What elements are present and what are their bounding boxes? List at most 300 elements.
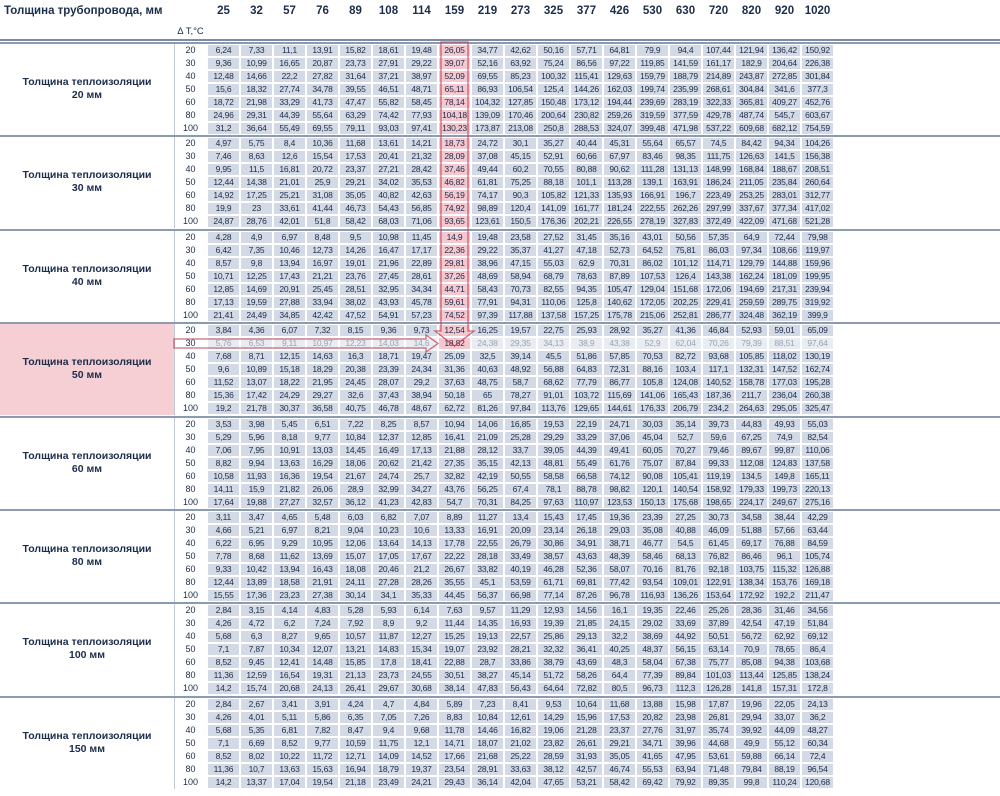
table-cell: 12,37 [373,432,404,443]
table-cell: 162,24 [736,271,767,282]
table-cell: 17,43 [274,271,305,282]
table-cell: 4,7 [373,699,404,710]
table-cell: 48,37 [637,644,668,655]
table-cell: 19,59 [241,297,272,308]
table-cell: 52,9 [637,338,668,349]
table-cell: 42,19 [472,471,503,482]
table-cell: 74,5 [703,138,734,149]
table-cell: 6,42 [208,245,239,256]
table-cell: 200,64 [538,110,569,121]
table-cell: 87,89 [604,271,635,282]
delta-t-value: 30 [185,712,196,722]
table-cell: 8,83 [439,712,470,723]
table-cell: 452,76 [802,97,833,108]
table-cell: 19,35 [637,605,668,616]
table-row [174,163,1000,176]
table-cell: 42,54 [736,618,767,629]
label-line-1: Толщина теплоизоляции [22,449,152,462]
table-cell: 87,26 [571,590,602,601]
table-cell: 175,68 [670,497,701,508]
table-cell: 8,4 [274,138,305,149]
table-row [174,604,1000,617]
table-cell: 19,37 [406,764,437,775]
table-row [174,457,1000,470]
table-cell: 20,41 [373,151,404,162]
table-cell: 46,51 [373,84,404,95]
table-cell: 7,35 [241,245,272,256]
table-row [174,189,1000,202]
table-cell: 10,57 [340,631,371,642]
table-cell: 58,07 [604,564,635,575]
table-cell: 19,57 [505,325,536,336]
table-cell: 8,52 [274,738,305,749]
table-cell: 8,21 [307,525,338,536]
table-cell: 50,55 [505,471,536,482]
delta-t-value: 80 [185,110,196,120]
table-cell: 46,77 [637,538,668,549]
table-cell: 42,13 [505,458,536,469]
table-cell: 54,91 [373,310,404,321]
table-cell: 24,74 [373,471,404,482]
table-cell: 4,01 [241,712,272,723]
table-cell: 48,75 [472,377,503,388]
table-cell: 304,84 [736,84,767,95]
table-cell: 58,26 [571,670,602,681]
table-cell: 20,09 [505,525,536,536]
table-cell: 236,04 [769,390,800,401]
table-cell: 7,05 [373,712,404,723]
table-cell: 377,59 [670,110,701,121]
table-cell: 38,14 [439,683,470,694]
table-cell: 26,67 [439,564,470,575]
table-row [174,270,1000,283]
table-cell: 150,92 [802,45,833,56]
table-cell: 48,69 [472,271,503,282]
table-cell: 32,2 [604,631,635,642]
table-cell: 93,68 [703,351,734,362]
table-cell: 22,75 [538,325,569,336]
table-cell: 471,68 [769,216,800,227]
table-cell: 35,53 [406,177,437,188]
table-cell: 156,38 [802,151,833,162]
table-row [174,682,1000,695]
table-row [174,511,1000,524]
diameter-header-273: 273 [510,5,531,17]
table-cell: 78,65 [769,644,800,655]
table-cell: 3,84 [208,325,239,336]
table-cell: 46,73 [340,203,371,214]
table-cell: 10,23 [373,525,404,536]
diameter-header-377: 377 [576,5,597,17]
table-cell: 121,33 [571,190,602,201]
table-cell: 12,71 [340,751,371,762]
table-cell: 94,38 [769,657,800,668]
table-cell: 14,45 [340,445,371,456]
table-cell: 28,42 [406,164,437,175]
table-cell: 21,68 [472,751,503,762]
table-cell: 29,43 [439,777,470,788]
table-cell: 35,37 [505,245,536,256]
table-cell: 68,62 [538,377,569,388]
table-cell: 32,57 [307,497,338,508]
table-cell: 76,88 [769,538,800,549]
table-cell: 6,35 [340,712,371,723]
table-cell: 79,92 [670,777,701,788]
delta-t-value: 80 [185,670,196,680]
table-cell: 58,43 [472,284,503,295]
table-cell: 40,75 [340,403,371,414]
table-cell: 23,58 [505,232,536,243]
delta-t-value: 100 [182,683,199,693]
table-cell: 28,61 [406,271,437,282]
table-cell: 57,71 [571,45,602,56]
table-cell: 18,61 [373,45,404,56]
table-cell: 80,5 [604,683,635,694]
table-cell: 11,72 [307,751,338,762]
table-cell: 312,77 [802,190,833,201]
insulation-group-100-мм [0,602,1000,695]
table-cell: 175,78 [604,310,635,321]
table-cell: 28,18 [472,551,503,562]
table-row [174,643,1000,656]
table-cell: 24,21 [406,777,437,788]
table-cell: 223,49 [703,190,734,201]
table-cell: 161,17 [703,58,734,69]
insulation-thickness-label [0,636,174,662]
table-cell: 40,25 [604,644,635,655]
table-cell: 18,08 [340,564,371,575]
table-cell: 33,29 [274,97,305,108]
table-cell: 48,67 [406,403,437,414]
table-cell: 51,84 [802,618,833,629]
table-cell: 6,95 [241,538,272,549]
table-cell: 37,63 [439,377,470,388]
table-cell: 23,82 [538,738,569,749]
table-cell: 275,16 [802,497,833,508]
table-cell: 28,7 [472,657,503,668]
table-cell: 21,09 [472,432,503,443]
table-cell: 61,45 [703,538,734,549]
table-cell: 213,08 [505,123,536,134]
table-cell: 85,23 [505,71,536,82]
table-cell: 17,45 [571,512,602,523]
table-cell: 88,16 [637,364,668,375]
table-cell: 6,14 [406,605,437,616]
table-row [174,617,1000,630]
table-cell: 10,71 [208,271,239,282]
table-cell: 11,27 [472,512,503,523]
table-cell: 28,92 [604,325,635,336]
table-cell: 12,59 [241,670,272,681]
table-cell: 28,21 [505,644,536,655]
table-cell: 10,59 [340,738,371,749]
table-cell: 111,75 [703,151,734,162]
delta-t-value: 20 [185,232,196,242]
label-line-2: 150 мм [69,742,105,755]
table-cell: 7,32 [307,325,338,336]
table-cell: 7,1 [208,644,239,655]
table-cell: 62,9 [571,258,602,269]
table-cell: 341,6 [769,84,800,95]
table-cell: 23,98 [670,712,701,723]
table-cell: 10,46 [274,245,305,256]
table-cell: 44,39 [571,445,602,456]
table-cell: 13,4 [505,512,536,523]
insulation-thickness-label [0,169,174,195]
table-cell: 41,27 [538,245,569,256]
table-cell: 12,25 [241,271,272,282]
table-cell: 7,68 [208,351,239,362]
table-cell: 33,07 [769,712,800,723]
table-row [174,83,1000,96]
delta-t-value: 20 [185,138,196,148]
table-cell: 14,9 [439,232,470,243]
table-cell: 38,9 [571,338,602,349]
table-cell: 229,41 [703,297,734,308]
table-cell: 22,88 [439,657,470,668]
table-cell: 63,29 [340,110,371,121]
table-cell: 16,41 [439,432,470,443]
table-cell: 44,92 [670,631,701,642]
table-row [174,96,1000,109]
diameter-header-219: 219 [477,5,498,17]
table-cell: 124,83 [769,458,800,469]
table-cell: 19,96 [736,699,767,710]
table-cell: 71,06 [406,216,437,227]
table-cell: 115,41 [571,71,602,82]
table-cell: 60,66 [571,151,602,162]
table-cell: 173,87 [472,123,503,134]
table-cell: 57,35 [703,232,734,243]
table-cell: 54,43 [373,203,404,214]
table-cell: 92,18 [703,564,734,575]
table-cell: 16,43 [307,564,338,575]
table-cell: 70,55 [538,164,569,175]
table-cell: 13,33 [439,525,470,536]
delta-t-value: 40 [185,164,196,174]
table-cell: 260,64 [802,177,833,188]
table-row [174,550,1000,563]
table-cell: 75,77 [703,657,734,668]
table-cell: 50,16 [538,45,569,56]
table-cell: 252,81 [670,310,701,321]
table-cell: 144,88 [769,258,800,269]
table-cell: 2,84 [208,605,239,616]
table-cell: 38,44 [769,512,800,523]
table-cell: 8,57 [208,258,239,269]
label-line-2: 80 мм [71,555,103,568]
table-cell: 81,26 [472,403,503,414]
table-cell: 28,09 [439,151,470,162]
table-cell: 6,81 [274,725,305,736]
table-cell: 177,03 [769,377,800,388]
table-cell: 116,93 [637,590,668,601]
table-cell: 14,56 [571,605,602,616]
table-cell: 23,23 [274,590,305,601]
table-cell: 54,5 [670,538,701,549]
table-cell: 46,74 [604,764,635,775]
table-cell: 123,61 [472,216,503,227]
table-cell: 14,46 [472,725,503,736]
table-cell: 38,12 [538,764,569,775]
table-cell: 15,82 [340,45,371,56]
table-cell: 97,41 [406,123,437,134]
table-cell: 29,29 [538,432,569,443]
table-row [174,656,1000,669]
table-cell: 29,02 [637,618,668,629]
table-cell: 126,63 [736,151,767,162]
table-cell: 74,9 [769,432,800,443]
table-cell: 57,85 [604,351,635,362]
delta-t-value: 20 [185,325,196,335]
table-cell: 89,84 [670,670,701,681]
delta-t-value: 20 [185,605,196,615]
table-cell: 29,81 [439,258,470,269]
table-cell: 119,19 [703,471,734,482]
table-cell: 208,51 [802,164,833,175]
table-cell: 11,68 [604,699,635,710]
table-cell: 4,66 [208,525,239,536]
table-cell: 7,24 [307,618,338,629]
insulation-group-80-мм [0,509,1000,602]
table-cell: 132,31 [736,364,767,375]
table-cell: 181,09 [769,271,800,282]
table-cell: 36,64 [241,123,272,134]
table-cell: 23,73 [340,58,371,69]
table-cell: 7,63 [439,605,470,616]
table-cell: 9,5 [340,232,371,243]
table-cell: 153,76 [769,577,800,588]
table-cell: 105,74 [802,551,833,562]
table-row [174,324,1000,337]
delta-t-value: 30 [185,245,196,255]
table-cell: 21,78 [241,403,272,414]
table-cell: 17,53 [340,151,371,162]
table-cell: 51,72 [538,670,569,681]
insulation-thickness-label [0,730,174,756]
group-label-panel [0,44,174,135]
table-cell: 112,3 [670,683,701,694]
table-cell: 35,16 [604,232,635,243]
table-cell: 521,28 [802,216,833,227]
group-label-panel [0,698,174,789]
table-cell: 28,9 [340,484,371,495]
table-cell: 12,07 [307,644,338,655]
table-cell: 47,15 [505,258,536,269]
table-cell: 17,67 [406,551,437,562]
table-cell: 5,76 [208,338,239,349]
table-cell: 22,46 [670,605,701,616]
table-cell: 51,86 [571,351,602,362]
table-cell: 30,86 [538,538,569,549]
table-cell: 64,9 [736,232,767,243]
table-cell: 199,74 [637,84,668,95]
delta-t-value: 60 [185,657,196,667]
table-cell: 21,2 [406,564,437,575]
table-header [0,0,1000,42]
table-cell: 77,91 [472,297,503,308]
table-cell: 30,1 [505,138,536,149]
table-cell: 6,97 [274,525,305,536]
table-cell: 69,55 [307,123,338,134]
table-cell: 377,3 [802,84,833,95]
table-cell: 120,4 [505,203,536,214]
table-cell: 9,53 [538,699,569,710]
table-cell: 35,15 [472,458,503,469]
table-cell: 8,52 [208,751,239,762]
table-cell: 28,59 [538,751,569,762]
table-cell: 16,3 [340,351,371,362]
table-cell: 34,78 [307,84,338,95]
table-cell: 34,56 [802,605,833,616]
table-cell: 59,61 [439,297,470,308]
insulation-thickness-label [0,76,174,102]
table-cell: 141,59 [670,58,701,69]
table-cell: 159,96 [802,258,833,269]
table-cell: 19,2 [208,403,239,414]
table-cell: 179,33 [736,484,767,495]
delta-t-value: 30 [185,58,196,68]
diameter-header-920: 920 [774,5,795,17]
table-row [174,563,1000,576]
label-line-2: 40 мм [71,275,103,288]
table-cell: 10,97 [307,338,338,349]
insulation-group-50-мм [0,322,1000,415]
table-cell: 86,02 [637,258,668,269]
table-cell: 7,46 [208,151,239,162]
table-cell: 259,26 [604,110,635,121]
table-cell: 11,78 [439,725,470,736]
table-cell: 64,4 [604,670,635,681]
table-cell: 7,23 [472,699,503,710]
table-cell: 24,71 [604,419,635,430]
table-cell: 18,07 [472,738,503,749]
table-cell: 24,45 [340,377,371,388]
table-cell: 17,8 [373,657,404,668]
table-cell: 29,94 [736,712,767,723]
table-cell: 47,19 [769,618,800,629]
table-cell: 68,13 [670,551,701,562]
table-cell: 23 [241,203,272,214]
table-cell: 13,37 [241,777,272,788]
delta-t-value: 20 [185,512,196,522]
table-cell: 25,45 [307,284,338,295]
table-cell: 35,55 [439,577,470,588]
diameter-header-426: 426 [609,5,630,17]
table-cell: 7,78 [208,551,239,562]
table-cell: 69,42 [637,777,668,788]
table-cell: 104,32 [472,97,503,108]
table-cell: 12,1 [406,738,437,749]
table-cell: 5,89 [439,699,470,710]
table-cell: 25,93 [571,325,602,336]
label-line-2: 20 мм [71,88,103,101]
table-cell: 24,15 [604,618,635,629]
table-cell: 43,93 [373,297,404,308]
table-cell: 38,79 [538,657,569,668]
table-cell: 609,68 [736,123,767,134]
table-cell: 12,06 [340,538,371,549]
table-row [174,44,1000,57]
table-cell: 110,06 [802,445,833,456]
table-cell: 40,19 [505,564,536,575]
table-cell: 66,14 [769,751,800,762]
table-cell: 96,1 [769,551,800,562]
table-cell: 196,7 [670,190,701,201]
table-cell: 23,54 [439,764,470,775]
table-cell: 74,92 [439,203,470,214]
table-cell: 55,53 [637,764,668,775]
